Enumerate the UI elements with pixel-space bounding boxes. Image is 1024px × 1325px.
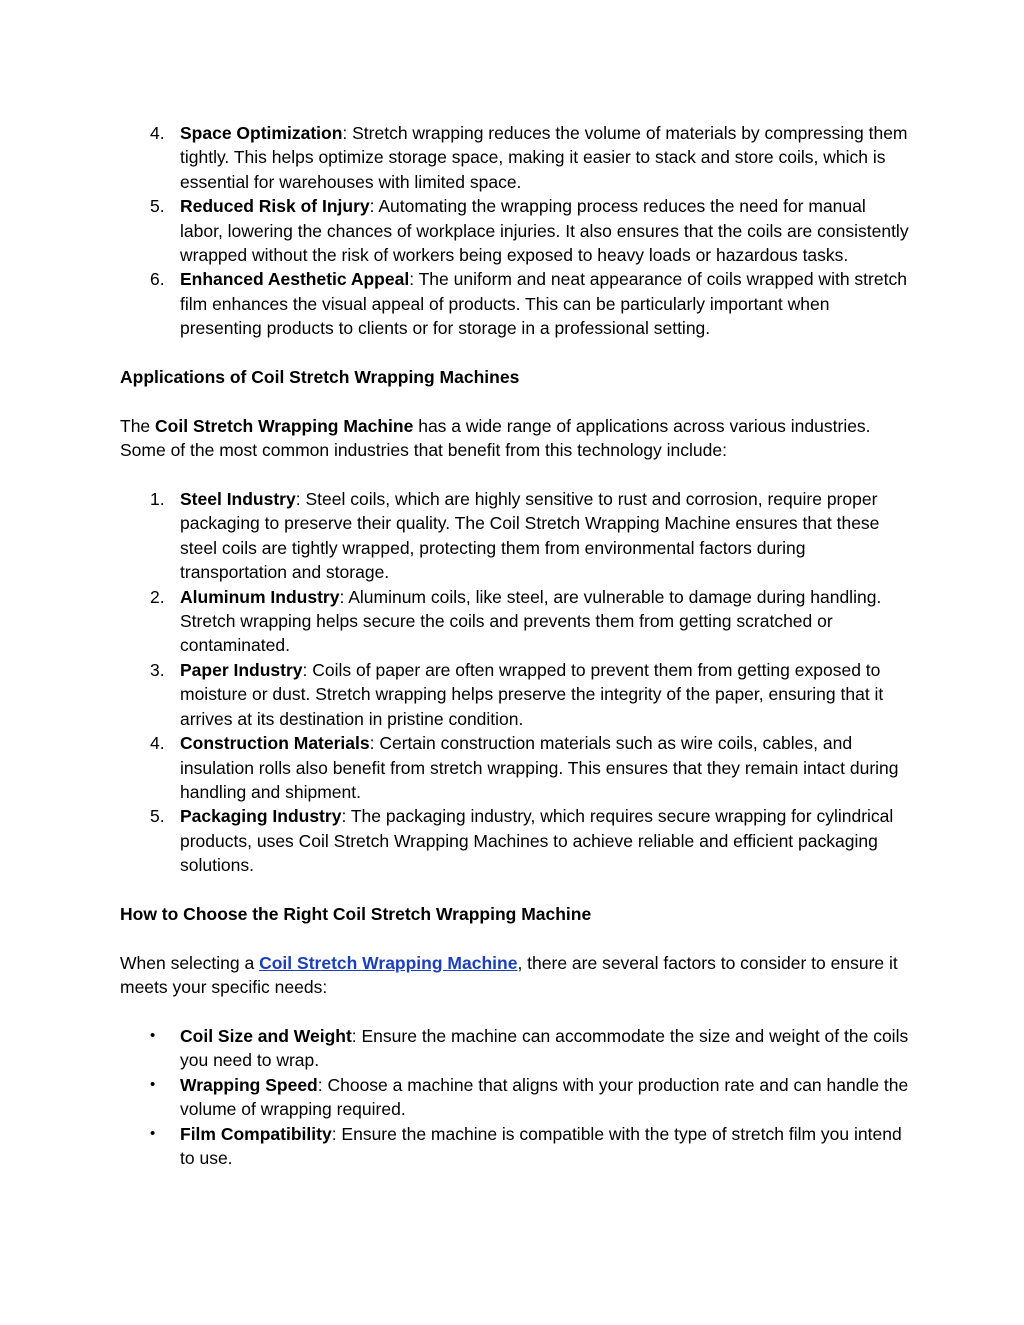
list-item <box>120 804 910 877</box>
list-number: 6. <box>150 269 165 290</box>
intro-bold-term: Coil Stretch Wrapping Machine <box>155 415 414 436</box>
list-item-term: Aluminum Industry <box>180 586 340 607</box>
bullet-icon: • <box>150 1124 156 1142</box>
list-item-text: : The packaging industry, which requires secure wrapping for cylindrical products, uses Coil Stretch Wrapping Machines to achieve reliable and efficient packaging solutions. <box>180 806 894 876</box>
list-item-text: : Certain construction materials such as wire coils, cables, and insulation rolls also benefit from stretch wrapping. This ensures that they remain intact during handling and shipment. <box>180 733 899 802</box>
section-heading-choose: How to Choose the Right Coil Stretch Wrapping Machine <box>120 903 592 924</box>
list-item <box>120 121 910 194</box>
applications-list <box>120 487 910 878</box>
list-item-term: Space Optimization <box>180 123 343 143</box>
section-heading-applications: Applications of Coil Stretch Wrapping Machines <box>120 367 520 388</box>
list-item <box>120 194 910 267</box>
list-item <box>120 658 910 731</box>
list-number: 5. <box>150 196 165 217</box>
choose-intro-paragraph <box>120 951 910 1000</box>
list-item-term: Wrapping Speed <box>180 1074 318 1095</box>
factors-bullet-list <box>120 1024 910 1170</box>
list-number: 5. <box>150 806 165 827</box>
list-item-term: Reduced Risk of Injury <box>180 196 370 217</box>
intro-text: , there are several factors to consider to ensure it meets your specific needs: <box>120 952 898 998</box>
bullet-icon: • <box>150 1026 156 1044</box>
list-number: 1. <box>150 489 165 510</box>
list-item <box>120 731 910 804</box>
coil-stretch-wrapping-machine-link[interactable]: Coil Stretch Wrapping Machine <box>259 952 518 973</box>
list-item-term: Enhanced Aesthetic Appeal <box>180 269 410 290</box>
list-item <box>120 1073 910 1122</box>
list-item-text: : Steel coils, which are highly sensitive to rust and corrosion, require proper packaging to preserve their quality. The Coil Stretch Wrapping Machine ensures that these steel coils are tightly wrapped, protecting them from environmental factors during transportation and storage. <box>180 489 880 583</box>
applications-intro-paragraph <box>120 414 910 463</box>
list-number: 4. <box>150 123 165 143</box>
list-item-text: : The uniform and neat appearance of coils wrapped with stretch film enhances the visual appeal of products. This can be particularly important when presenting products to clients or for storage in a professional setting. <box>180 269 907 339</box>
list-item-term: Steel Industry <box>180 489 296 510</box>
list-item-term: Coil Size and Weight <box>180 1025 352 1046</box>
list-item-text: : Ensure the machine is compatible with the type of stretch film you intend to use. <box>180 1123 902 1168</box>
list-item-term: Packaging Industry <box>180 806 342 827</box>
list-item-text: : Stretch wrapping reduces the volume of materials by compressing them tightly. This helps optimize storage space, making it easier to stack and store coils, which is essential for warehouses with limited space. <box>180 123 908 192</box>
list-item-text: : Automating the wrapping process reduces the need for manual labor, lowering the chances of workplace injuries. It also ensures that the coils are consistently wrapped without the risk of workers being exposed to heavy loads or hazardous tasks. <box>180 196 909 266</box>
list-item-term: Film Compatibility <box>180 1123 332 1144</box>
intro-text: When selecting a <box>120 952 260 973</box>
bullet-icon: • <box>150 1075 156 1093</box>
document-body <box>120 121 910 1170</box>
list-item-term: Construction Materials <box>180 733 370 754</box>
list-item <box>120 1024 910 1073</box>
list-item-text: : Aluminum coils, like steel, are vulnerable to damage during handling. Stretch wrapping helps secure the coils and prevents them from getting scratched or contaminated. <box>180 586 882 656</box>
intro-text: The <box>120 415 156 436</box>
list-number: 3. <box>150 659 165 680</box>
list-item-text: : Coils of paper are often wrapped to prevent them from getting exposed to moisture or dust. Stretch wrapping helps preserve the integrity of the paper, ensuring that it arrives at its destination in pristine condition. <box>180 659 884 729</box>
list-item <box>120 267 910 340</box>
list-item-term: Paper Industry <box>180 659 303 680</box>
list-item <box>120 487 910 585</box>
list-number: 4. <box>150 733 165 754</box>
list-item-text: : Ensure the machine can accommodate the size and weight of the coils you need to wrap. <box>180 1025 909 1071</box>
intro-text: has a wide range of applications across various industries. Some of the most common industries that benefit from this technology include: <box>120 415 871 461</box>
list-number: 2. <box>150 586 165 607</box>
list-item-text: : Choose a machine that aligns with your production rate and can handle the volume of wrapping required. <box>180 1074 909 1120</box>
list-item <box>120 585 910 658</box>
benefits-list-continued <box>120 121 910 341</box>
list-item <box>120 1122 910 1171</box>
